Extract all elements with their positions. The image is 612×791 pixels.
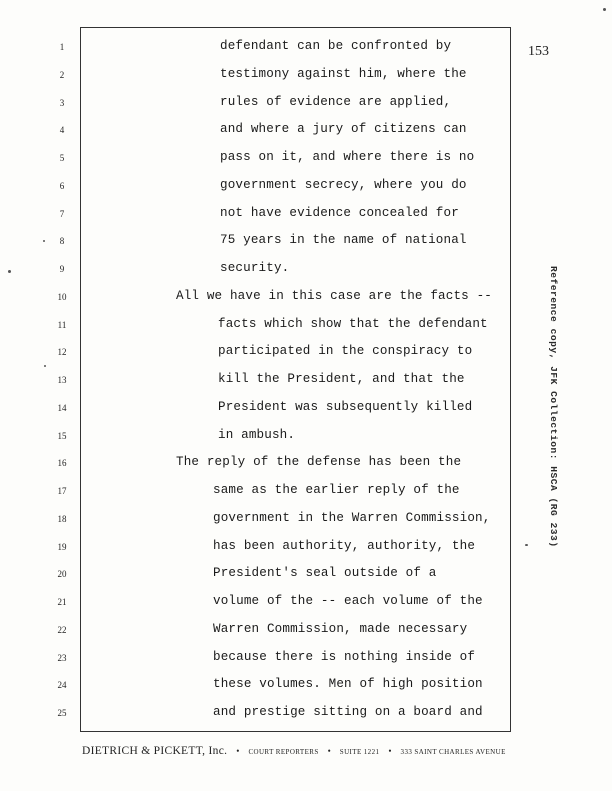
- reporter-footer: [82, 741, 512, 759]
- line-number: 5: [59, 153, 65, 163]
- transcript-line: Warren Commission, made necessary: [213, 621, 468, 636]
- footer-address: 333 SAINT CHARLES AVENUE: [400, 748, 506, 756]
- transcript-line: rules of evidence are applied,: [220, 94, 452, 109]
- line-number: 1: [59, 42, 65, 52]
- transcript-line: government secrecy, where you do: [220, 177, 467, 192]
- line-number: 23: [57, 652, 67, 663]
- line-number: 6: [59, 180, 65, 191]
- transcript-line: facts which show that the defendant: [218, 316, 488, 331]
- transcript-line: pass on it, and where there is no: [220, 150, 475, 164]
- transcript-line: 75 years in the name of national: [220, 233, 467, 248]
- line-number: 12: [57, 347, 67, 358]
- line-number: 8: [59, 236, 65, 247]
- line-number: 24: [57, 680, 67, 691]
- transcript-line: security.: [220, 261, 290, 275]
- transcript-line: participated in the conspiracy to: [218, 344, 473, 359]
- line-number: 14: [57, 402, 67, 413]
- line-number: 4: [59, 125, 65, 136]
- line-number: 18: [57, 513, 67, 524]
- line-number: 20: [57, 569, 67, 580]
- footer-separator: •: [388, 746, 392, 756]
- transcript-line: defendant can be confronted by: [220, 39, 452, 53]
- transcript-line: and where a jury of citizens can: [220, 122, 467, 137]
- transcript-line: President was subsequently killed: [218, 399, 473, 414]
- transcript-line: All we have in this case are the facts --: [176, 288, 493, 303]
- scan-speck: [43, 240, 45, 242]
- footer-service: COURT REPORTERS: [248, 748, 319, 756]
- page-number: 153: [528, 44, 549, 59]
- line-number: 2: [59, 69, 65, 80]
- line-number: 17: [57, 486, 67, 496]
- line-number: 22: [57, 624, 67, 635]
- transcript-line: same as the earlier reply of the: [213, 483, 460, 497]
- footer-separator: •: [236, 746, 240, 756]
- line-number: 10: [57, 291, 67, 302]
- footer-separator: •: [327, 746, 331, 756]
- transcript-line: kill the President, and that the: [218, 372, 465, 386]
- scan-speck: [8, 270, 11, 273]
- line-number: 7: [59, 208, 65, 219]
- line-number: 19: [57, 541, 67, 552]
- line-number: 16: [57, 458, 67, 469]
- archive-reference-stamp: Reference copy, JFK Collection: HSCA (RG 233): [548, 266, 559, 548]
- line-number: 15: [57, 430, 67, 441]
- line-number: 13: [57, 375, 67, 385]
- footer-suite: SUITE 1221: [339, 748, 380, 756]
- scan-speck: [44, 365, 46, 367]
- transcript-line: in ambush.: [218, 427, 296, 442]
- footer-firm: DIETRICH & PICKETT, Inc.: [82, 745, 228, 757]
- transcript-line: not have evidence concealed for: [220, 205, 459, 220]
- transcript-line: President's seal outside of a: [213, 566, 437, 581]
- line-number: 9: [59, 264, 65, 274]
- transcript-line: testimony against him, where the: [220, 66, 467, 81]
- transcript-line: The reply of the defense has been the: [176, 455, 462, 470]
- line-number: 25: [57, 708, 67, 718]
- transcript-border-bottom: [80, 731, 511, 732]
- transcript-line: these volumes. Men of high position: [213, 677, 483, 692]
- transcript-line: government in the Warren Commission,: [213, 510, 491, 525]
- transcript-line: and prestige sitting on a board and: [213, 705, 483, 719]
- line-number: 21: [57, 597, 67, 607]
- scan-speck: [603, 8, 606, 11]
- transcript-line: has been authority, authority, the: [213, 538, 476, 553]
- transcript-line: because there is nothing inside of: [213, 649, 476, 664]
- scan-speck: [525, 544, 528, 546]
- line-number: 11: [57, 319, 67, 330]
- line-number: 3: [59, 97, 65, 108]
- transcript-line: volume of the -- each volume of the: [213, 594, 483, 608]
